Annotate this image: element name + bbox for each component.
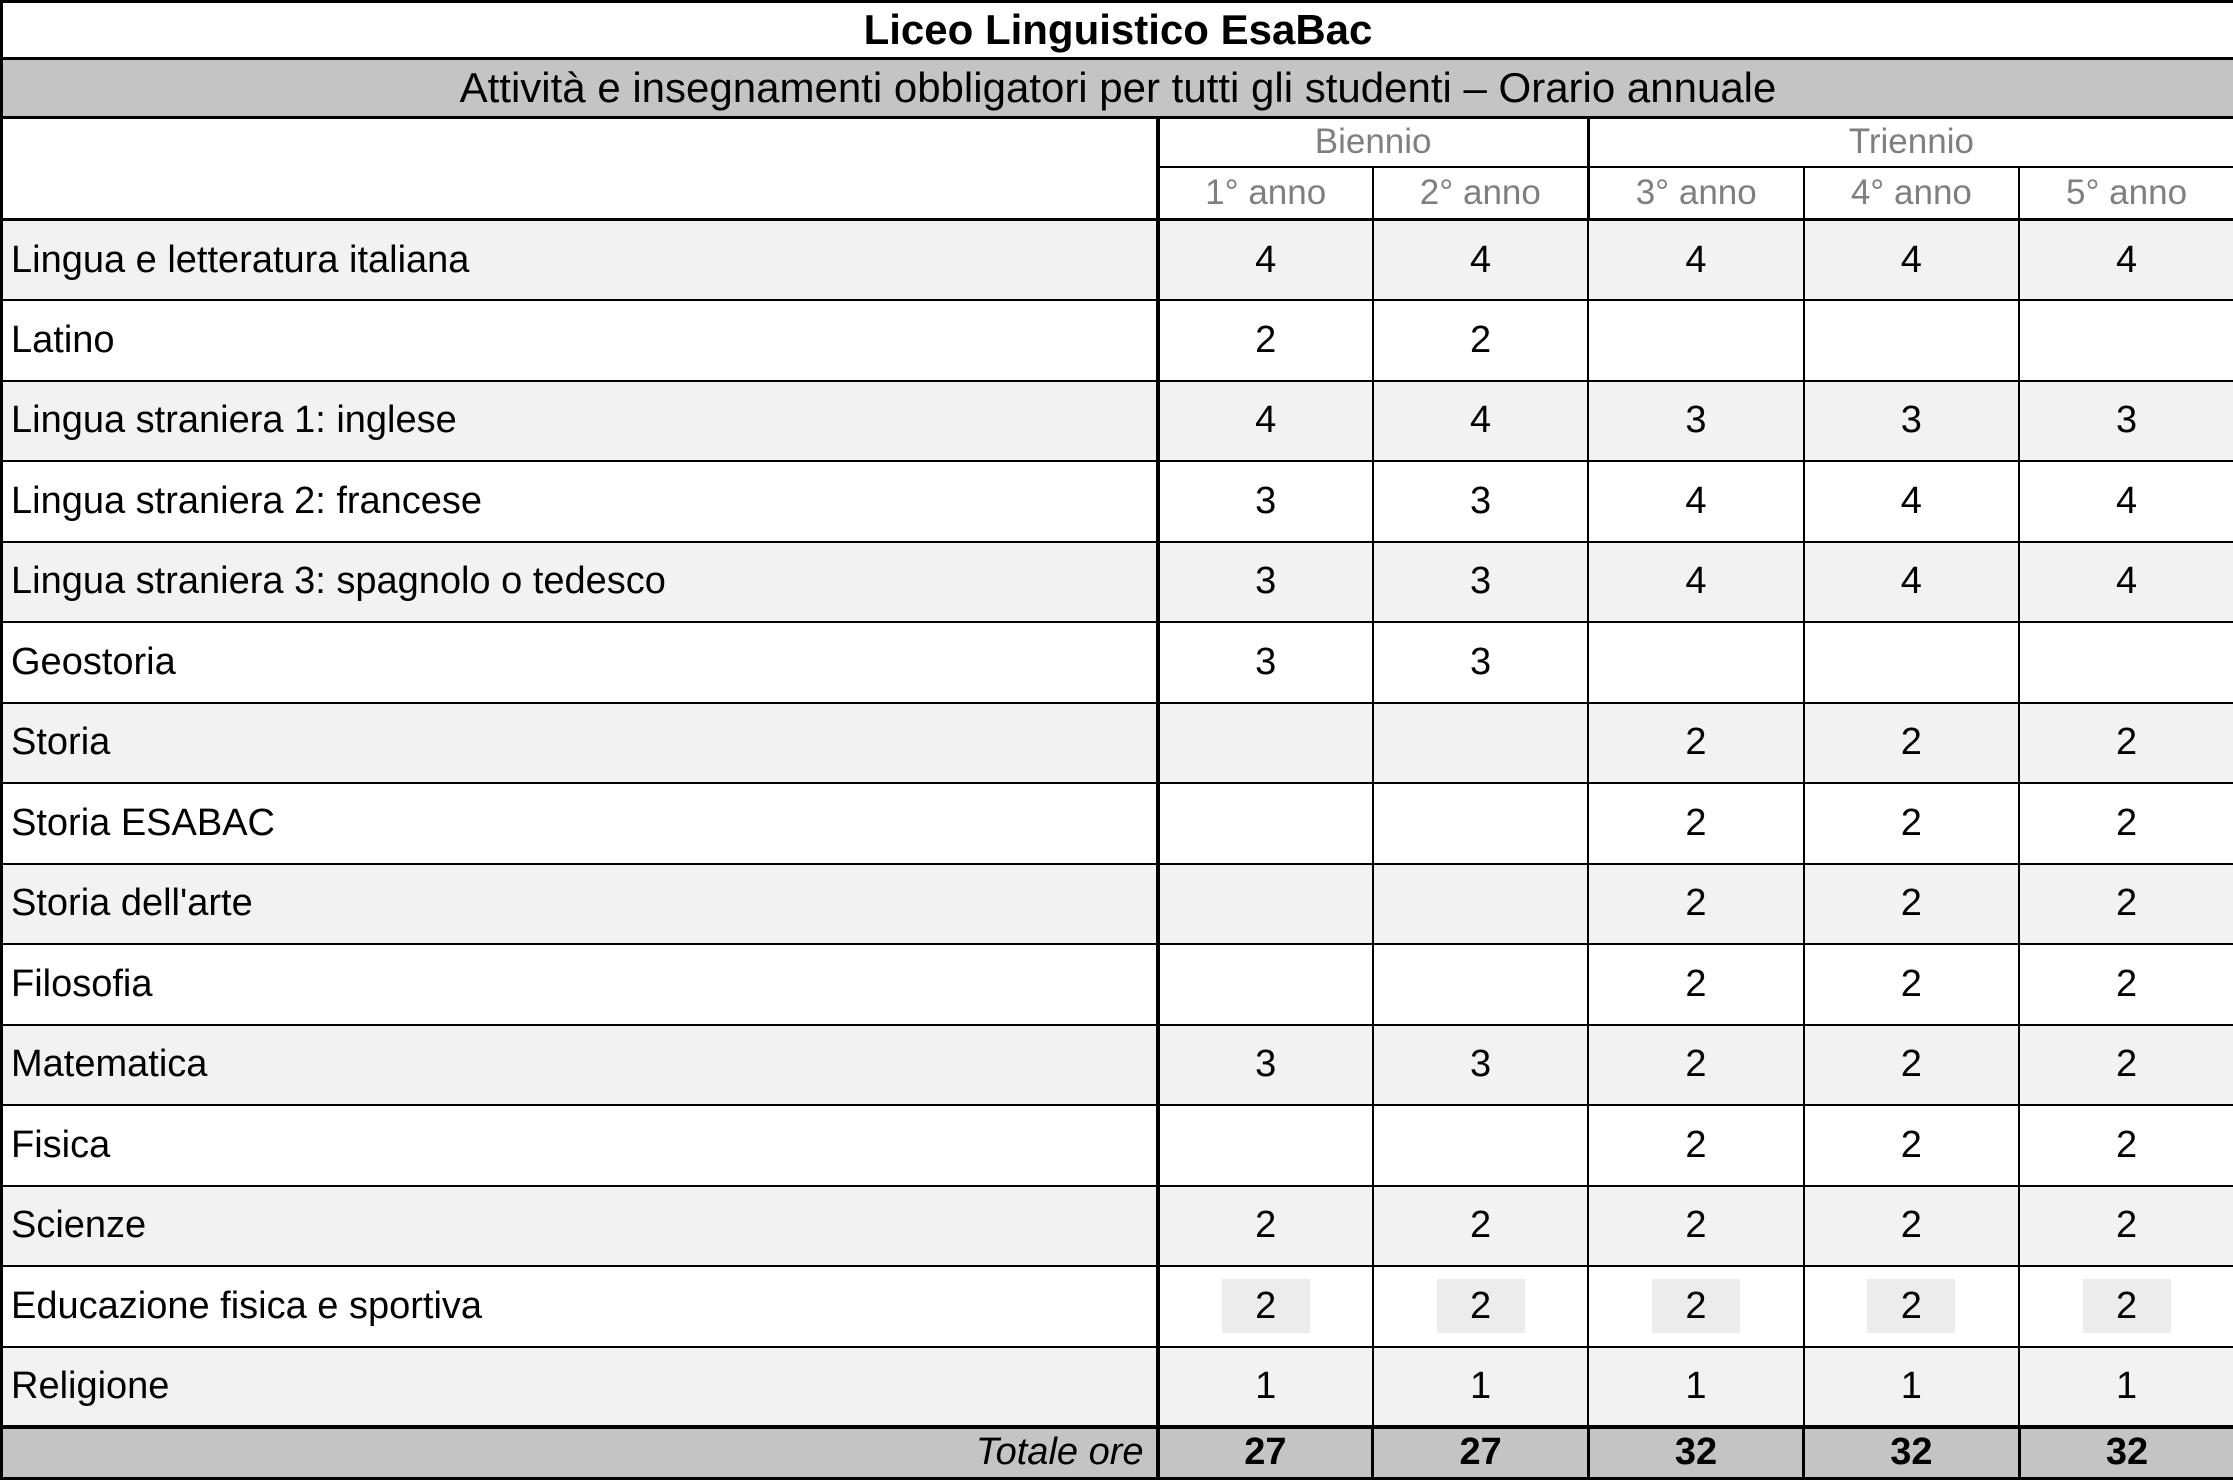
hours-cell	[1158, 783, 1373, 864]
hours-cell	[1158, 864, 1373, 945]
table-row	[2, 542, 2233, 623]
total-hours-cell: 32	[1588, 1427, 1803, 1478]
hours-cell: 4	[1804, 220, 2019, 301]
hours-cell: 3	[2019, 381, 2233, 462]
subject-cell: Filosofia	[2, 944, 1158, 1025]
hours-cell: 2	[1588, 1186, 1803, 1267]
hours-cell: 4	[1373, 381, 1588, 462]
hours-cell: 2	[2019, 1186, 2233, 1267]
hours-value: 2	[1867, 1279, 1955, 1333]
header-corner	[2, 118, 1158, 220]
hours-cell	[1588, 1266, 1803, 1347]
hours-cell: 4	[1158, 381, 1373, 462]
hours-cell: 2	[2019, 944, 2233, 1025]
table-row	[2, 300, 2233, 381]
hours-cell	[1804, 300, 2019, 381]
hours-cell: 2	[2019, 1025, 2233, 1106]
total-label: Totale ore	[2, 1427, 1158, 1478]
hours-cell	[1158, 703, 1373, 784]
year-header-3: 3° anno	[1588, 167, 1803, 220]
hours-cell: 2	[1588, 1025, 1803, 1106]
table-row	[2, 1186, 2233, 1267]
hours-cell: 3	[1373, 461, 1588, 542]
hours-cell	[1373, 864, 1588, 945]
hours-cell: 1	[2019, 1347, 2233, 1428]
table-row	[2, 381, 2233, 462]
hours-cell: 4	[2019, 461, 2233, 542]
hours-cell: 4	[1804, 542, 2019, 623]
hours-cell: 3	[1804, 381, 2019, 462]
year-header-4: 4° anno	[1804, 167, 2019, 220]
table-row	[2, 1105, 2233, 1186]
table-row	[2, 944, 2233, 1025]
hours-cell	[1373, 1105, 1588, 1186]
subject-cell: Geostoria	[2, 622, 1158, 703]
hours-cell: 4	[1373, 220, 1588, 301]
hours-cell	[1373, 783, 1588, 864]
hours-cell	[1373, 703, 1588, 784]
hours-cell: 4	[1158, 220, 1373, 301]
group-header-biennio: Biennio	[1158, 118, 1589, 167]
subject-cell: Scienze	[2, 1186, 1158, 1267]
hours-cell: 2	[1373, 300, 1588, 381]
subject-cell: Matematica	[2, 1025, 1158, 1106]
hours-cell	[1804, 622, 2019, 703]
hours-cell: 4	[1588, 461, 1803, 542]
hours-cell: 2	[1373, 1186, 1588, 1267]
hours-cell: 2	[1158, 1186, 1373, 1267]
hours-cell: 3	[1588, 381, 1803, 462]
hours-cell: 2	[1588, 783, 1803, 864]
hours-cell: 2	[1804, 944, 2019, 1025]
hours-cell	[2019, 300, 2233, 381]
hours-cell	[1158, 944, 1373, 1025]
hours-cell: 2	[1588, 703, 1803, 784]
subject-cell: Storia	[2, 703, 1158, 784]
total-hours-cell: 27	[1158, 1427, 1373, 1478]
hours-value: 2	[1652, 1279, 1740, 1333]
hours-value: 2	[1437, 1279, 1525, 1333]
table-title: Liceo Linguistico EsaBac	[2, 2, 2233, 59]
hours-cell: 2	[1804, 1025, 2019, 1106]
total-hours-cell: 32	[1804, 1427, 2019, 1478]
hours-cell	[1804, 1266, 2019, 1347]
hours-cell: 2	[1804, 1105, 2019, 1186]
subject-cell: Religione	[2, 1347, 1158, 1428]
hours-cell: 2	[1588, 864, 1803, 945]
hours-cell	[1373, 1266, 1588, 1347]
total-row	[2, 1427, 2233, 1478]
hours-cell	[2019, 622, 2233, 703]
hours-cell: 1	[1158, 1347, 1373, 1428]
hours-cell: 4	[2019, 542, 2233, 623]
hours-cell	[1373, 944, 1588, 1025]
table-row	[2, 1025, 2233, 1106]
subject-cell: Storia ESABAC	[2, 783, 1158, 864]
subject-cell: Lingua straniera 1: inglese	[2, 381, 1158, 462]
hours-cell: 4	[2019, 220, 2233, 301]
hours-cell	[2019, 1266, 2233, 1347]
hours-cell: 4	[1804, 461, 2019, 542]
hours-cell: 2	[2019, 783, 2233, 864]
table-row	[2, 1266, 2233, 1347]
hours-cell: 1	[1588, 1347, 1803, 1428]
hours-cell: 2	[1158, 300, 1373, 381]
table-row	[2, 220, 2233, 301]
total-hours-cell: 27	[1373, 1427, 1588, 1478]
table-row	[2, 864, 2233, 945]
hours-cell: 3	[1373, 542, 1588, 623]
year-header-1: 1° anno	[1158, 167, 1373, 220]
hours-cell	[1588, 622, 1803, 703]
subject-cell: Fisica	[2, 1105, 1158, 1186]
hours-cell: 2	[1804, 864, 2019, 945]
total-hours-cell: 32	[2019, 1427, 2233, 1478]
subject-cell: Lingua straniera 2: francese	[2, 461, 1158, 542]
table-row	[2, 783, 2233, 864]
hours-cell: 2	[2019, 703, 2233, 784]
hours-cell	[1588, 300, 1803, 381]
year-header-2: 2° anno	[1373, 167, 1588, 220]
hours-cell	[1158, 1105, 1373, 1186]
hours-cell: 2	[2019, 864, 2233, 945]
hours-cell: 3	[1158, 1025, 1373, 1106]
group-header-triennio: Triennio	[1588, 118, 2233, 167]
hours-cell: 4	[1588, 220, 1803, 301]
hours-cell: 3	[1158, 461, 1373, 542]
hours-cell: 3	[1158, 542, 1373, 623]
table-row	[2, 1347, 2233, 1428]
hours-cell	[1158, 1266, 1373, 1347]
hours-cell: 2	[1804, 703, 2019, 784]
table-row	[2, 461, 2233, 542]
table-subtitle: Attività e insegnamenti obbligatori per tutti gli studenti – Orario annuale	[2, 59, 2233, 118]
hours-cell: 3	[1373, 622, 1588, 703]
hours-cell: 1	[1373, 1347, 1588, 1428]
year-header-5: 5° anno	[2019, 167, 2233, 220]
hours-cell: 3	[1373, 1025, 1588, 1106]
hours-cell: 2	[2019, 1105, 2233, 1186]
hours-cell: 1	[1804, 1347, 2019, 1428]
hours-cell: 2	[1588, 1105, 1803, 1186]
subject-cell: Lingua e letteratura italiana	[2, 220, 1158, 301]
hours-value: 2	[1222, 1279, 1310, 1333]
table-row	[2, 622, 2233, 703]
hours-cell: 2	[1804, 1186, 2019, 1267]
subject-cell: Storia dell'arte	[2, 864, 1158, 945]
subject-cell: Educazione fisica e sportiva	[2, 1266, 1158, 1347]
hours-cell: 4	[1588, 542, 1803, 623]
hours-value: 2	[2083, 1279, 2171, 1333]
subject-cell: Latino	[2, 300, 1158, 381]
table-row	[2, 703, 2233, 784]
hours-cell: 2	[1588, 944, 1803, 1025]
subject-cell: Lingua straniera 3: spagnolo o tedesco	[2, 542, 1158, 623]
hours-cell: 2	[1804, 783, 2019, 864]
hours-cell: 3	[1158, 622, 1373, 703]
